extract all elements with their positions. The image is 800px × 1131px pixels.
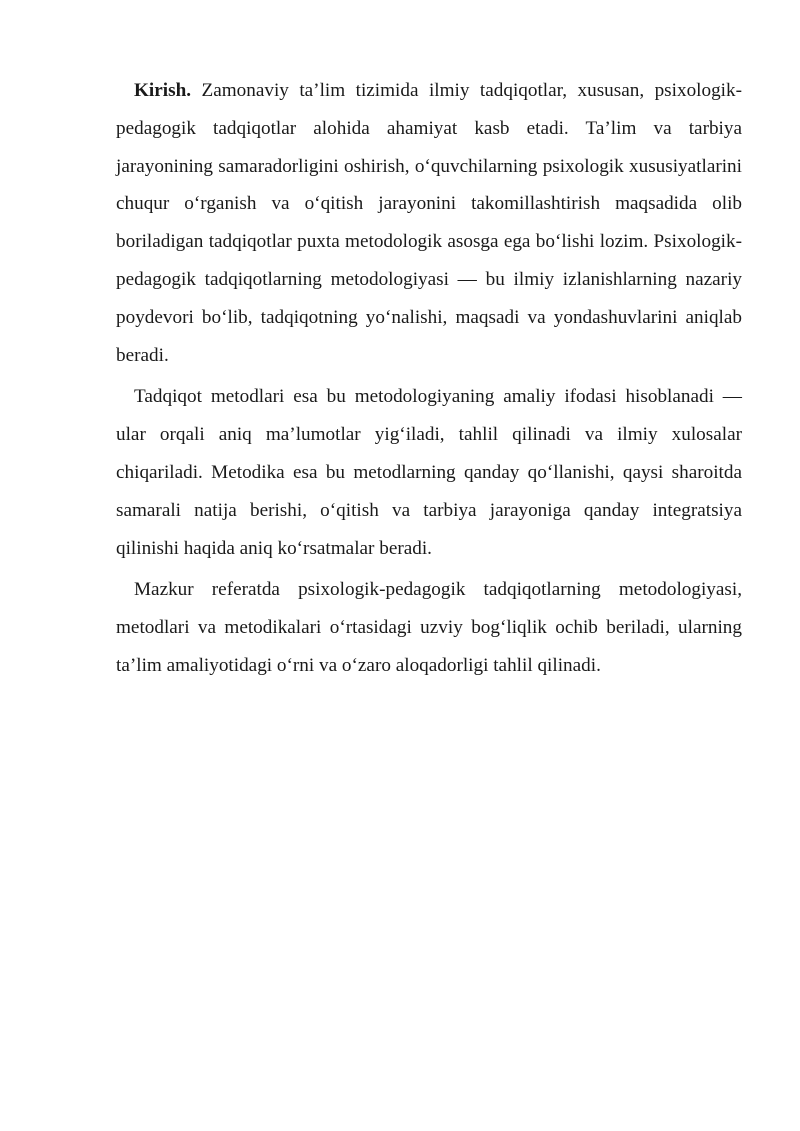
section-heading-kirish: Kirish. xyxy=(134,80,192,101)
methods-paragraph xyxy=(116,378,742,567)
intro-paragraph-text: Zamonaviy ta’lim tizimida ilmiy tadqiqotlar, xususan, psixologik-pedagogik tadqiqotlar alohida ahamiyat kasb etadi. Ta’lim va tarbiya jarayonining samaradorligini oshirish, o‘quvchilarning psixologik xususiyatlarini chuqur o‘rganish va o‘qitish jarayonini takomillashtirish maqsadida olib boriladigan tadqiqotlar puxta metodologik asosga ega bo‘lishi lozim. Psixologik-pedagogik tadqiqotlarning metodologiyasi — bu ilmiy izlanishlarning nazariy poydevori bo‘lib, tadqiqotning yo‘nalishi, maqsadi va yondashuvlarini aniqlab beradi. xyxy=(116,80,742,366)
methods-paragraph-text: Tadqiqot metodlari esa bu metodologiyaning amaliy ifodasi hisoblanadi — ular orqali aniq ma’lumotlar yig‘iladi, tahlil qilinadi va ilmiy xulosalar chiqariladi. Metodika esa bu metodlarning qanday qo‘llanishi, qaysi sharoitda samarali natija berishi, o‘qitish va tarbiya jarayoniga qanday integratsiya qilinishi haqida aniq ko‘rsatmalar beradi. xyxy=(116,386,742,559)
intro-paragraph xyxy=(116,72,742,374)
document-page xyxy=(116,72,742,689)
summary-paragraph xyxy=(116,571,742,684)
summary-paragraph-text: Mazkur referatda psixologik-pedagogik tadqiqotlarning metodologiyasi, metodlari va metodikalari o‘rtasidagi uzviy bog‘liqlik ochib beriladi, ularning ta’lim amaliyotidagi o‘rni va o‘zaro aloqadorligi tahlil qilinadi. xyxy=(116,579,742,676)
